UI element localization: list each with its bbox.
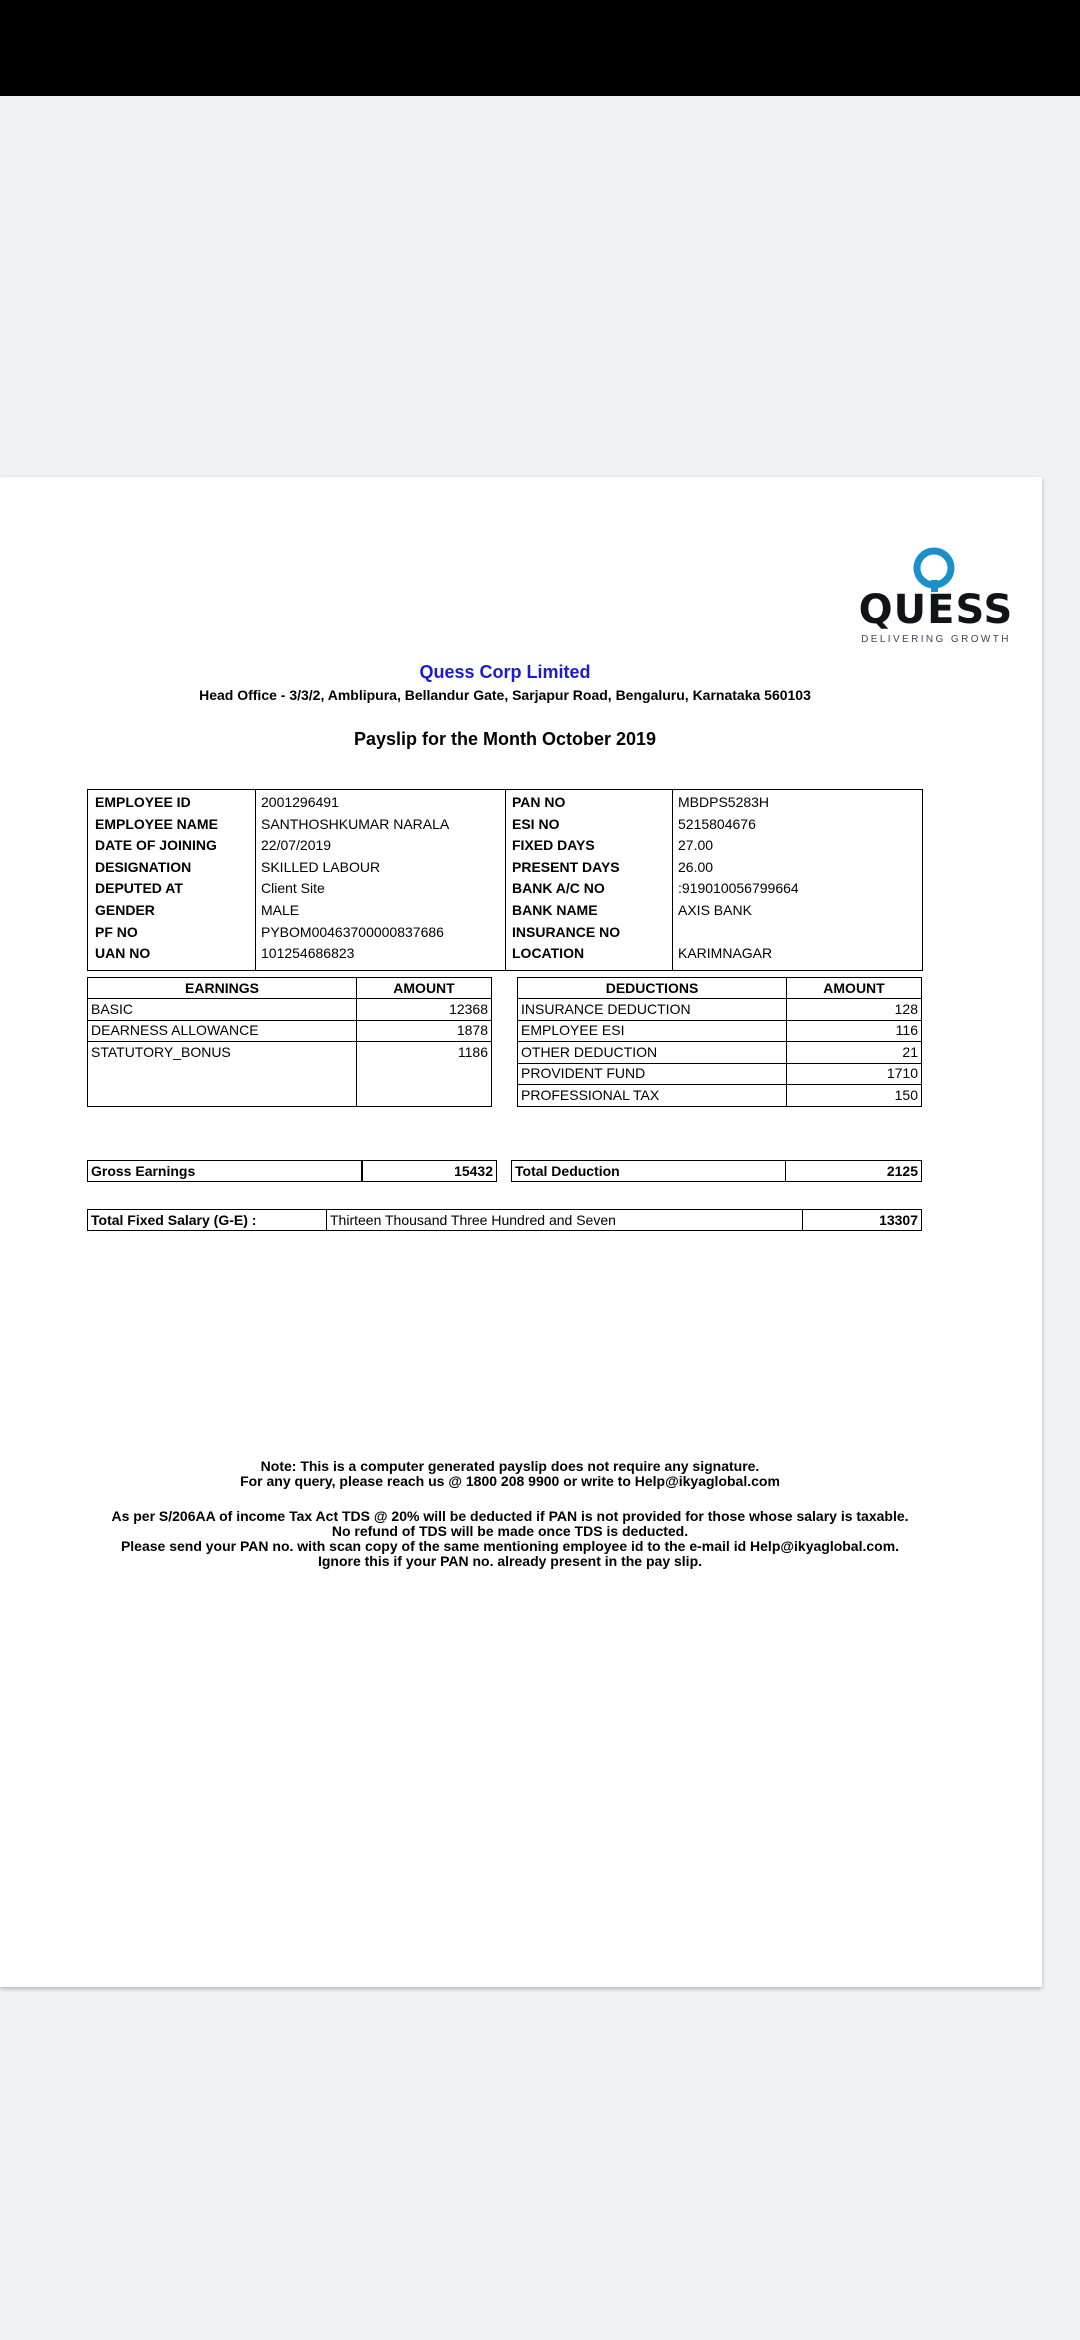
logo-tagline: DELIVERING GROWTH (861, 634, 1011, 645)
deputed-at-label: DEPUTED AT (95, 880, 183, 897)
net-salary-label: Total Fixed Salary (G-E) : (91, 1212, 257, 1228)
total-deduction-value: 2125 (886, 1163, 918, 1179)
location-value: KARIMNAGAR (678, 945, 773, 962)
earning-amount-da: 1878 (456, 1022, 488, 1038)
bank-account-label: BANK A/C NO (512, 880, 605, 897)
bank-name-value: AXIS BANK (678, 902, 752, 918)
deputed-at-value: Client Site (261, 880, 325, 897)
present-days-value: 26.00 (678, 858, 714, 875)
earnings-amount-header: AMOUNT (393, 980, 455, 996)
deduction-amount-other: 21 (902, 1044, 918, 1060)
company-logo (852, 546, 1020, 646)
pan-no-label: PAN NO (512, 794, 566, 810)
gender-label: GENDER (95, 902, 155, 918)
company-address: Head Office - 3/3/2, Amblipura, Bellandur Gate, Sarjapur Road, Bengaluru, Karnataka 560103 (199, 687, 811, 703)
designation-label: DESIGNATION (95, 858, 192, 875)
earnings-header: EARNINGS (185, 980, 259, 996)
pf-no-label: PF NO (95, 923, 138, 940)
net-salary-row (87, 1209, 922, 1231)
insurance-no-label: INSURANCE NO (512, 923, 621, 940)
location-label: LOCATION (512, 945, 585, 962)
total-deduction-row (511, 1160, 922, 1182)
fixed-days-label: FIXED DAYS (512, 837, 595, 854)
pf-no-value: PYBOM00463700000837686 (261, 923, 444, 940)
gender-value: MALE (261, 902, 300, 918)
deduction-amount-pf: 1710 (886, 1065, 918, 1081)
deduction-name-esi: EMPLOYEE ESI (521, 1022, 625, 1038)
net-salary-value: 13307 (879, 1212, 918, 1228)
deduction-amount-ptax: 150 (894, 1087, 918, 1103)
deduction-amount-insurance: 128 (894, 1001, 918, 1017)
company-name: Quess Corp Limited (419, 662, 591, 682)
earning-amount-basic: 12368 (449, 1001, 488, 1017)
earnings-table (87, 977, 492, 1107)
gross-earnings-value: 15432 (454, 1163, 493, 1179)
payslip-page (0, 477, 1042, 1987)
employee-info-table (87, 789, 923, 971)
esi-no-label: ESI NO (512, 815, 560, 832)
note-line-query: For any query, please reach us @ 1800 208 9900 or write to Help@ikyaglobal.com (240, 1473, 780, 1489)
date-of-joining-label: DATE OF JOINING (95, 837, 217, 854)
earning-name-bonus: STATUTORY_BONUS (91, 1044, 231, 1060)
present-days-label: PRESENT DAYS (512, 858, 620, 875)
employee-name-value: SANTHOSHKUMAR NARALA (261, 815, 450, 832)
logo-word: QUESS (858, 587, 1014, 633)
gross-earnings-row (87, 1160, 497, 1182)
note-block (60, 1459, 960, 1489)
bank-name-label: BANK NAME (512, 902, 598, 918)
deduction-name-insurance: INSURANCE DEDUCTION (521, 1001, 691, 1017)
deductions-table (517, 977, 922, 1107)
pan-no-value: MBDPS5283H (678, 794, 770, 810)
deduction-name-ptax: PROFESSIONAL TAX (521, 1087, 660, 1103)
note-line-signature: Note: This is a computer generated payslip does not require any signature. (260, 1458, 760, 1474)
tds-line-1: As per S/206AA of income Tax Act TDS @ 20% will be deducted if PAN is not provided for those whose salary is taxable. (111, 1508, 909, 1524)
earning-name-da: DEARNESS ALLOWANCE (91, 1022, 259, 1038)
employee-id-value: 2001296491 (261, 794, 339, 810)
tds-note-block (60, 1509, 960, 1569)
employee-name-label: EMPLOYEE NAME (95, 815, 218, 832)
bank-account-value: :919010056799664 (678, 880, 799, 897)
payslip-title: Payslip for the Month October 2019 (353, 729, 657, 749)
employee-id-label: EMPLOYEE ID (95, 794, 191, 810)
gross-earnings-label: Gross Earnings (91, 1163, 196, 1179)
uan-no-value: 101254686823 (261, 945, 355, 962)
designation-value: SKILLED LABOUR (261, 858, 381, 875)
fixed-days-value: 27.00 (678, 837, 714, 854)
net-salary-words: Thirteen Thousand Three Hundred and Seven (330, 1212, 616, 1228)
tds-line-3: Please send your PAN no. with scan copy of the same mentioning employee id to the e-mail id Help@ikyaglobal.com. (120, 1538, 900, 1554)
uan-no-label: UAN NO (95, 945, 151, 962)
earning-name-basic: BASIC (91, 1001, 134, 1017)
deduction-amount-esi: 116 (895, 1022, 918, 1038)
date-of-joining-value: 22/07/2019 (261, 837, 332, 854)
tds-line-2: No refund of TDS will be made once TDS is deducted. (331, 1523, 689, 1539)
esi-no-value: 5215804676 (678, 815, 756, 832)
status-bar (0, 0, 1080, 96)
tds-line-4: Ignore this if your PAN no. already present in the pay slip. (317, 1553, 703, 1569)
earning-amount-bonus: 1186 (457, 1044, 488, 1060)
total-deduction-label: Total Deduction (515, 1163, 620, 1179)
deductions-header: DEDUCTIONS (605, 980, 699, 996)
deductions-amount-header: AMOUNT (823, 980, 885, 996)
deduction-name-other: OTHER DEDUCTION (521, 1044, 658, 1060)
deduction-name-pf: PROVIDENT FUND (521, 1065, 646, 1081)
